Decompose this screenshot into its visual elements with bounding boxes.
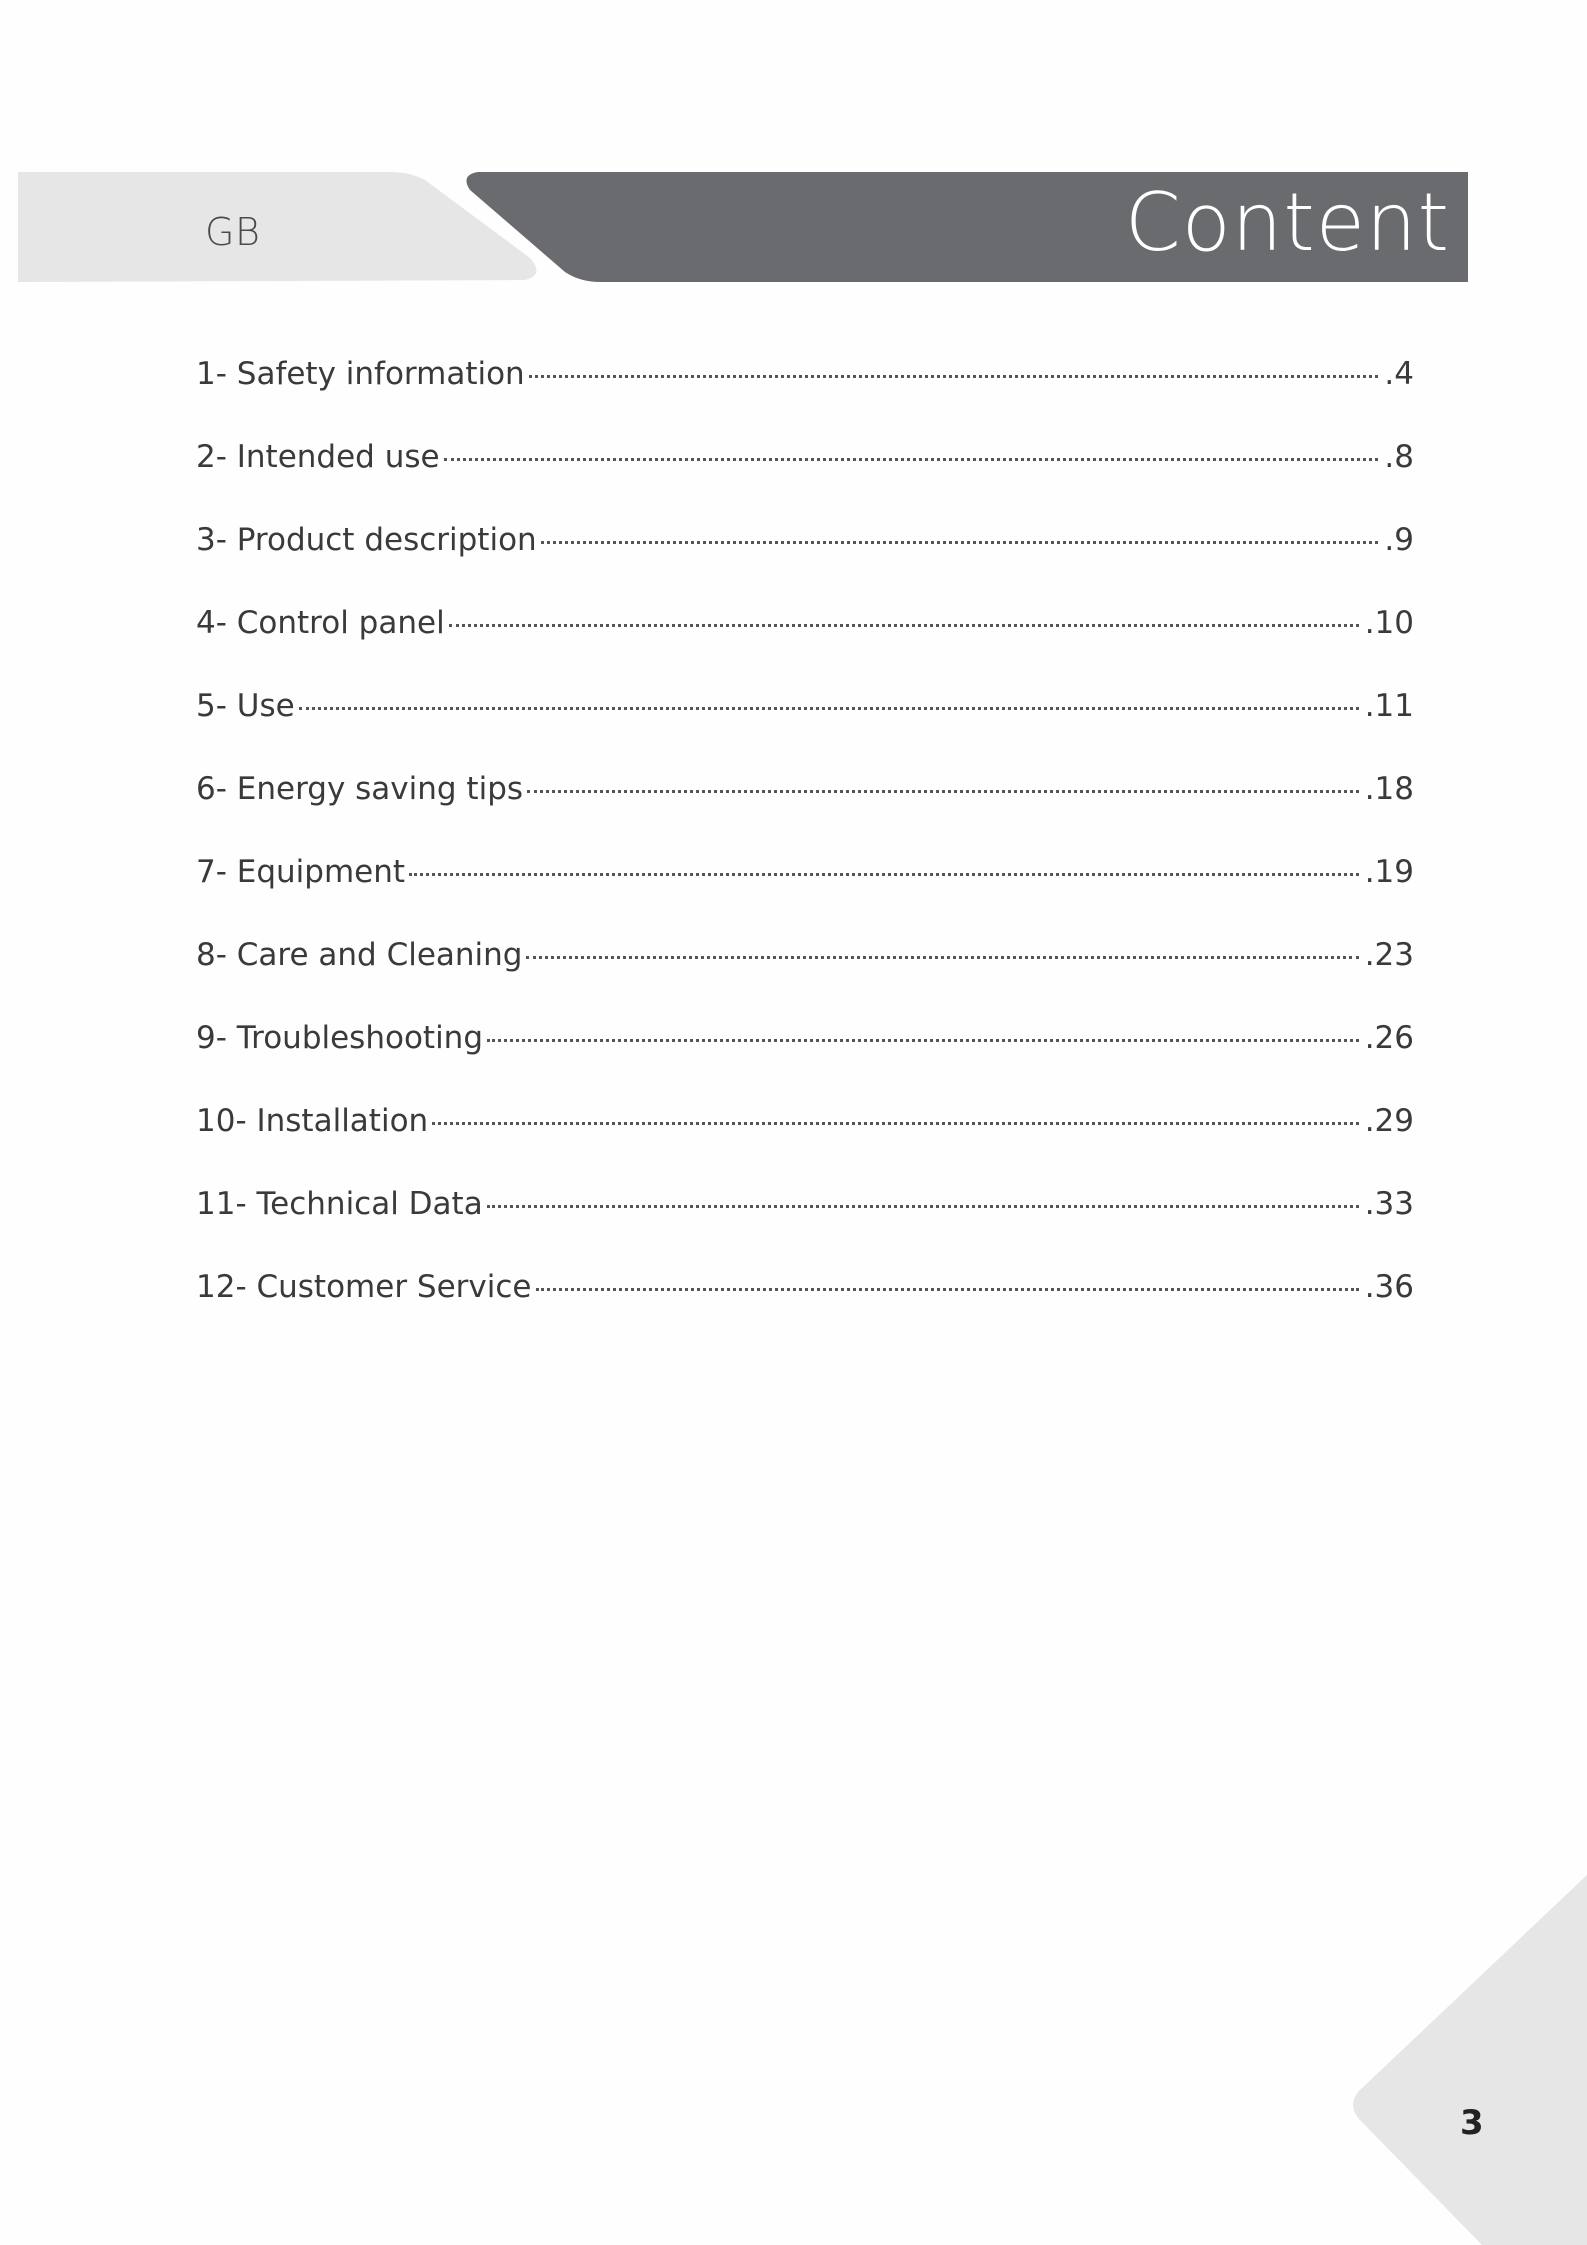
toc-leader-dots (536, 1288, 1359, 1291)
header-banner (0, 0, 1587, 320)
toc-entry-label: 2- Intended use (196, 439, 440, 475)
toc-entry-page: .19 (1364, 854, 1414, 890)
toc-entry-label: 11- Technical Data (196, 1186, 483, 1222)
toc-leader-dots (487, 1039, 1359, 1042)
toc-entry[interactable] (196, 688, 1414, 771)
toc-entry-page: .4 (1384, 356, 1414, 392)
toc-leader-dots (541, 541, 1379, 544)
toc-entry[interactable] (196, 1020, 1414, 1103)
toc-entry-label: 4- Control panel (196, 605, 445, 641)
toc-entry-page: .29 (1364, 1103, 1414, 1139)
toc-leader-dots (299, 707, 1359, 710)
toc-entry-page: .33 (1364, 1186, 1414, 1222)
toc-entry[interactable] (196, 522, 1414, 605)
toc-entry-page: .18 (1364, 771, 1414, 807)
toc-entry-label: 9- Troubleshooting (196, 1020, 484, 1056)
toc-entry-page: .23 (1364, 937, 1414, 973)
toc-entry-label: 6- Energy saving tips (196, 771, 524, 807)
page-number: 3 (1460, 2103, 1484, 2143)
toc-leader-dots (449, 624, 1359, 627)
toc-entry-label: 5- Use (196, 688, 295, 724)
toc-entry-page: .10 (1364, 605, 1414, 641)
toc-leader-dots (487, 1205, 1359, 1208)
toc-entry-label: 10- Installation (196, 1103, 429, 1139)
toc-entry-page: .26 (1364, 1020, 1414, 1056)
toc-entry-label: 7- Equipment (196, 854, 406, 890)
page-title: Content (1124, 176, 1450, 269)
toc-entry[interactable] (196, 605, 1414, 688)
language-tab-shape (18, 172, 536, 282)
toc-entry[interactable] (196, 937, 1414, 1020)
toc-leader-dots (527, 790, 1359, 793)
toc-entry-label: 1- Safety information (196, 356, 525, 392)
table-of-contents (196, 356, 1414, 1352)
toc-leader-dots (409, 873, 1359, 876)
toc-entry-label: 12- Customer Service (196, 1269, 532, 1305)
toc-leader-dots (444, 458, 1379, 461)
toc-leader-dots (529, 375, 1379, 378)
toc-entry-page: .9 (1384, 522, 1414, 558)
toc-leader-dots (526, 956, 1358, 959)
toc-entry[interactable] (196, 1103, 1414, 1186)
toc-entry[interactable] (196, 1269, 1414, 1352)
language-code: GB (205, 210, 261, 254)
toc-entry[interactable] (196, 854, 1414, 937)
toc-entry[interactable] (196, 1186, 1414, 1269)
toc-entry[interactable] (196, 356, 1414, 439)
page-corner-decoration (1347, 1875, 1587, 2245)
toc-leader-dots (432, 1122, 1359, 1125)
toc-entry-label: 8- Care and Cleaning (196, 937, 523, 973)
toc-entry-label: 3- Product description (196, 522, 537, 558)
toc-entry-page: .8 (1384, 439, 1414, 475)
toc-entry-page: .36 (1364, 1269, 1414, 1305)
toc-entry[interactable] (196, 771, 1414, 854)
toc-entry-page: .11 (1364, 688, 1414, 724)
toc-entry[interactable] (196, 439, 1414, 522)
